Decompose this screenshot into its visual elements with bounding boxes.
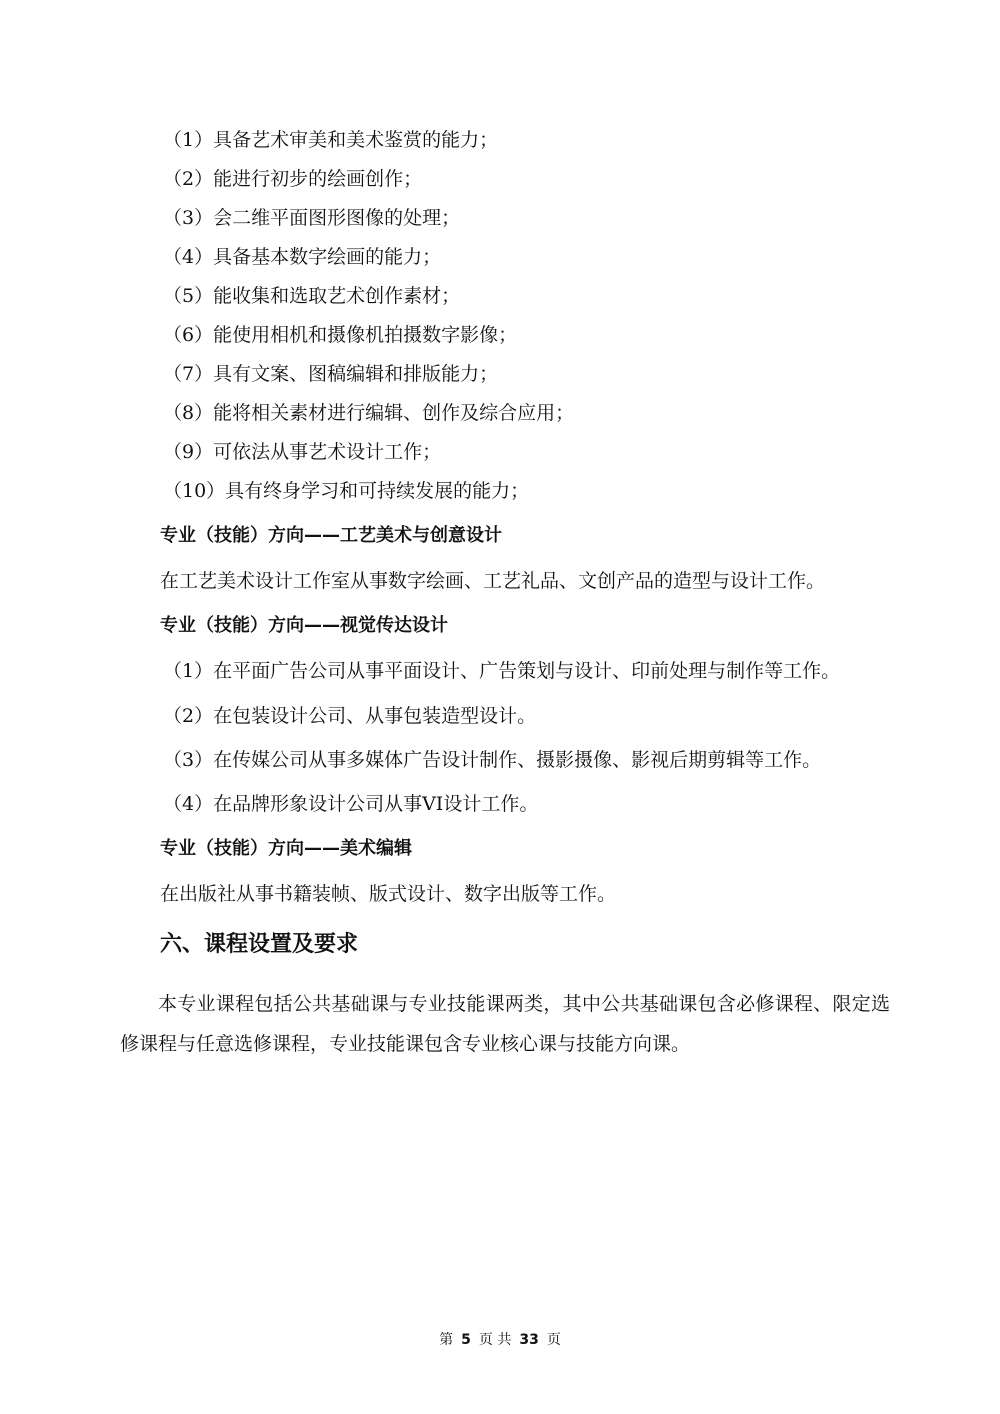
ability-item-2: （2）能进行初步的绘画创作； <box>163 168 423 190</box>
ability-item-10: （10）具有终身学习和可持续发展的能力； <box>163 480 530 502</box>
visual-item-2: （2）在包装设计公司、从事包装造型设计。 <box>163 705 537 727</box>
ability-item-1: （1）具备艺术审美和美术鉴赏的能力； <box>163 129 499 151</box>
direction-heading-visual: 专业（技能）方向——视觉传达设计 <box>160 615 448 636</box>
ability-item-5: （5）能收集和选取艺术创作素材； <box>163 285 461 307</box>
ability-item-4: （4）具备基本数字绘画的能力； <box>163 246 442 268</box>
ability-item-8: （8）能将相关素材进行编辑、创作及综合应用； <box>163 402 575 424</box>
ability-item-6: （6）能使用相机和摄像机拍摄数字影像； <box>163 324 518 346</box>
footer-total-pages: 33 <box>519 1332 539 1348</box>
direction-text-editing: 在出版社从事书籍装帧、版式设计、数字出版等工作。 <box>160 883 617 905</box>
direction-heading-editing: 专业（技能）方向——美术编辑 <box>160 838 412 859</box>
footer-middle: 页 共 <box>478 1332 512 1348</box>
section-title: 六、课程设置及要求 <box>160 932 359 957</box>
ability-item-7: （7）具有文案、图稿编辑和排版能力； <box>163 363 499 385</box>
footer-page-number: 5 <box>461 1332 471 1348</box>
section-paragraph: 本专业课程包括公共基础课与专业技能课两类，其中公共基础课包含必修课程、限定选修课程与任意选修课程，专业技能课包含专业核心课与技能方向课。 <box>120 993 890 1055</box>
direction-heading-craft: 专业（技能）方向——工艺美术与创意设计 <box>160 525 502 546</box>
ability-item-3: （3）会二维平面图形图像的处理； <box>163 207 461 229</box>
visual-item-3: （3）在传媒公司从事多媒体广告设计制作、摄影摄像、影视后期剪辑等工作。 <box>163 749 822 771</box>
ability-item-9: （9）可依法从事艺术设计工作； <box>163 441 442 463</box>
footer-prefix: 第 <box>439 1332 454 1348</box>
direction-text-craft: 在工艺美术设计工作室从事数字绘画、工艺礼品、文创产品的造型与设计工作。 <box>160 570 826 592</box>
visual-item-1: （1）在平面广告公司从事平面设计、广告策划与设计、印前处理与制作等工作。 <box>163 660 841 682</box>
visual-item-4: （4）在品牌形象设计公司从事VI设计工作。 <box>163 793 539 815</box>
page-footer <box>0 1330 1000 1350</box>
footer-suffix: 页 <box>546 1332 561 1348</box>
